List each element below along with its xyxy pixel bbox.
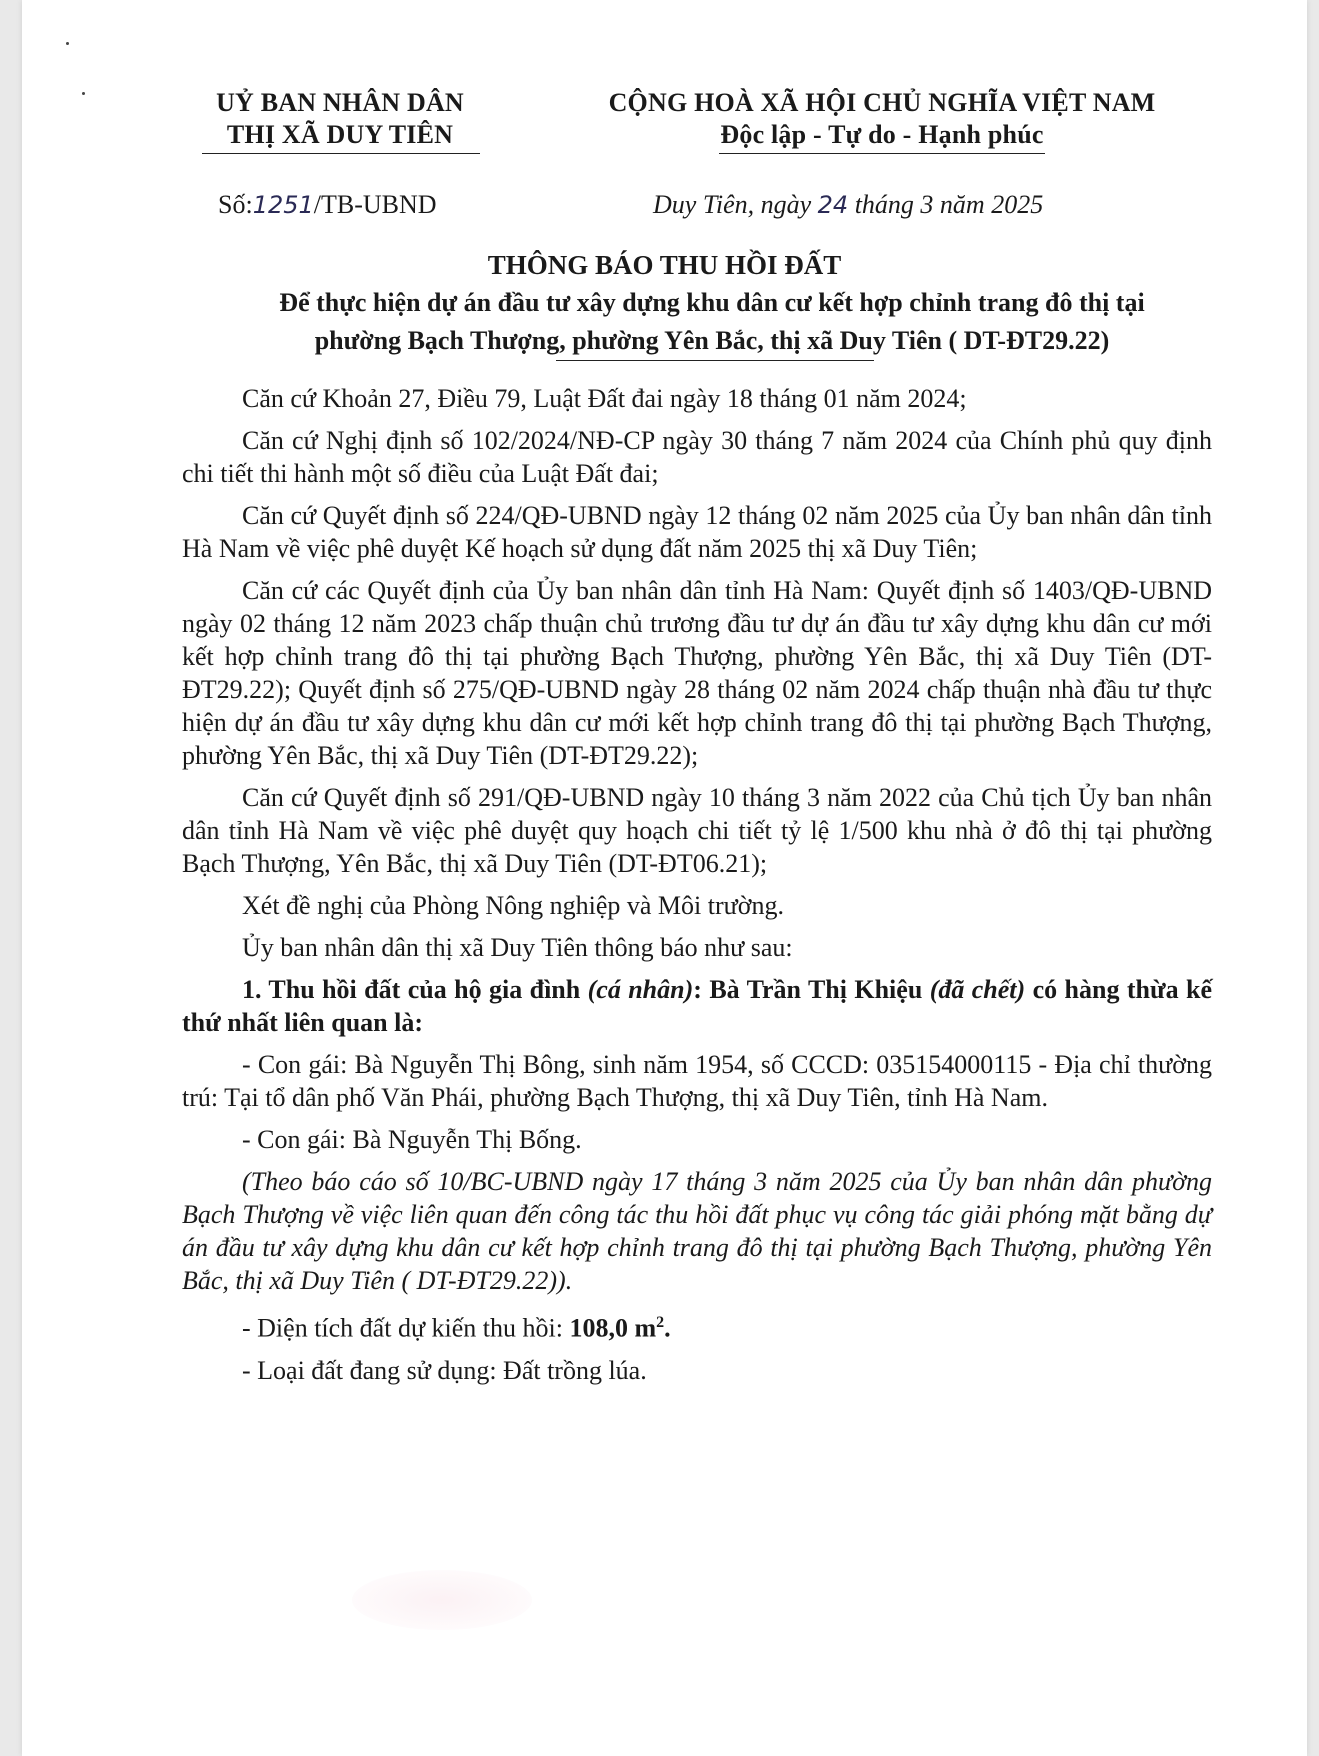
legal-basis-4: Căn cứ các Quyết định của Ủy ban nhân dân tỉnh Hà Nam: Quyết định số 1403/QĐ-UBND ngày 02 tháng 12 năm 2023 chấp thuận chủ trương đầu tư dự án đầu tư xây dựng khu dân cư mới kết hợp chỉnh trang đô thị tại phường Bạch Thượng, phường Yên Bắc, thị xã Duy Tiên (DT-ĐT29.22); Quyết định số 275/QĐ-UBND ngày 28 tháng 02 năm 2024 chấp thuận nhà đầu tư thực hiện dự án đầu tư xây dựng khu dân cư mới kết hợp chỉnh trang đô thị tại phường Bạch Thượng, phường Yên Bắc, thị xã Duy Tiên (DT-ĐT29.22);	[182, 576, 1212, 770]
subtitle-line2: phường Bạch Thượng, phường Yên Bắc, thị xã Duy Tiên ( DT-ĐT29.22)	[314, 326, 1110, 355]
date-prefix: Duy Tiên, ngày	[653, 190, 818, 219]
legal-basis-3: Căn cứ Quyết định số 224/QĐ-UBND ngày 12 tháng 02 năm 2025 của Ủy ban nhân dân tỉnh Hà Nam về việc phê duyệt Kế hoạch sử dụng đất năm 2025 thị xã Duy Tiên;	[182, 501, 1212, 563]
date-suffix: tháng 3 năm 2025	[848, 190, 1044, 219]
announcement-intro: Ủy ban nhân dân thị xã Duy Tiên thông báo như sau:	[242, 933, 793, 962]
land-area-label: - Diện tích đất dự kiến thu hồi:	[242, 1313, 570, 1343]
republic-line1: CỘNG HOÀ XÃ HỘI CHỦ NGHĨA VIỆT NAM	[608, 88, 1156, 117]
document-title: THÔNG BÁO THU HỒI ĐẤT	[487, 250, 842, 280]
land-area-value: 108,0 m	[569, 1313, 657, 1343]
issue-date	[653, 190, 1043, 220]
land-area-end: .	[664, 1313, 671, 1343]
section-1-heading	[182, 973, 1212, 1039]
legal-basis-5: Căn cứ Quyết định số 291/QĐ-UBND ngày 10 tháng 3 năm 2022 của Chủ tịch Ủy ban nhân dân tỉnh Hà Nam về việc phê duyệt quy hoạch chi tiết tỷ lệ 1/500 khu nhà ở đô thị tại phường Bạch Thượng, Yên Bắc, thị xã Duy Tiên (DT-ĐT06.21);	[182, 783, 1212, 878]
heir-1: - Con gái: Bà Nguyễn Thị Bông, sinh năm 1954, số CCCD: 035154000115 - Địa chỉ thường trú: Tại tổ dân phố Văn Phái, phường Bạch Thượng, thị xã Duy Tiên, tỉnh Hà Nam.	[182, 1050, 1212, 1112]
reference-number	[218, 190, 437, 220]
section-1-lead: 1. Thu hồi đất của hộ gia đình	[242, 975, 588, 1004]
ref-number-handwritten: 1251	[252, 191, 314, 219]
proposal-note: Xét đề nghị của Phòng Nông nghiệp và Môi trường.	[242, 891, 784, 920]
agency-line2: THỊ XÃ DUY TIÊN	[226, 120, 454, 149]
agency-line1: UỶ BAN NHÂN DÂN	[216, 88, 464, 117]
heir-2: - Con gái: Bà Nguyễn Thị Bống.	[242, 1125, 582, 1154]
document-subtitle	[212, 284, 1212, 360]
document-page	[22, 0, 1307, 1756]
section-1-tail: có hàng thừa kế thứ nhất liên quan là:	[182, 975, 1212, 1037]
subtitle-line1: Để thực hiện dự án đầu tư xây dựng khu dân cư kết hợp chỉnh trang đô thị tại	[279, 288, 1145, 317]
land-area	[182, 1306, 1212, 1345]
legal-basis-1: Căn cứ Khoản 27, Điều 79, Luật Đất đai ngày 18 tháng 01 năm 2024;	[242, 384, 967, 413]
date-day-handwritten: 24	[817, 191, 849, 219]
scan-speck	[66, 42, 69, 45]
report-reference-note: (Theo báo cáo số 10/BC-UBND ngày 17 tháng 3 năm 2025 của Ủy ban nhân dân phường Bạch Thượng về việc liên quan đến công tác thu hồi đất phục vụ công tác giải phóng mặt bằng dự án đầu tư xây dựng khu dân cư kết hợp chỉnh trang đô thị tại phường Bạch Thượng, phường Yên Bắc, thị xã Duy Tiên ( DT-ĐT29.22)).	[182, 1167, 1212, 1295]
ref-prefix: Số:	[218, 190, 253, 219]
ref-suffix: /TB-UBND	[313, 190, 437, 219]
subtitle-underline	[556, 360, 874, 361]
republic-motto: Độc lập - Tự do - Hạnh phúc	[720, 120, 1044, 149]
motto-underline	[719, 153, 1045, 154]
scan-speck	[82, 92, 85, 95]
agency-underline	[202, 153, 480, 154]
document-body	[182, 382, 1212, 1396]
section-1-owner-status: (đã chết)	[929, 975, 1026, 1004]
stamp-stain	[352, 1570, 532, 1630]
section-1-owner: : Bà Trần Thị Khiệu	[693, 975, 930, 1004]
legal-basis-2: Căn cứ Nghị định số 102/2024/NĐ-CP ngày 30 tháng 7 năm 2024 của Chính phủ quy định chi tiết thi hành một số điều của Luật Đất đai;	[182, 426, 1212, 488]
land-area-unit-sup: 2	[656, 1314, 665, 1331]
land-type: - Loại đất đang sử dụng: Đất trồng lúa.	[242, 1355, 647, 1385]
section-1-lead-italic: (cá nhân)	[587, 975, 694, 1004]
